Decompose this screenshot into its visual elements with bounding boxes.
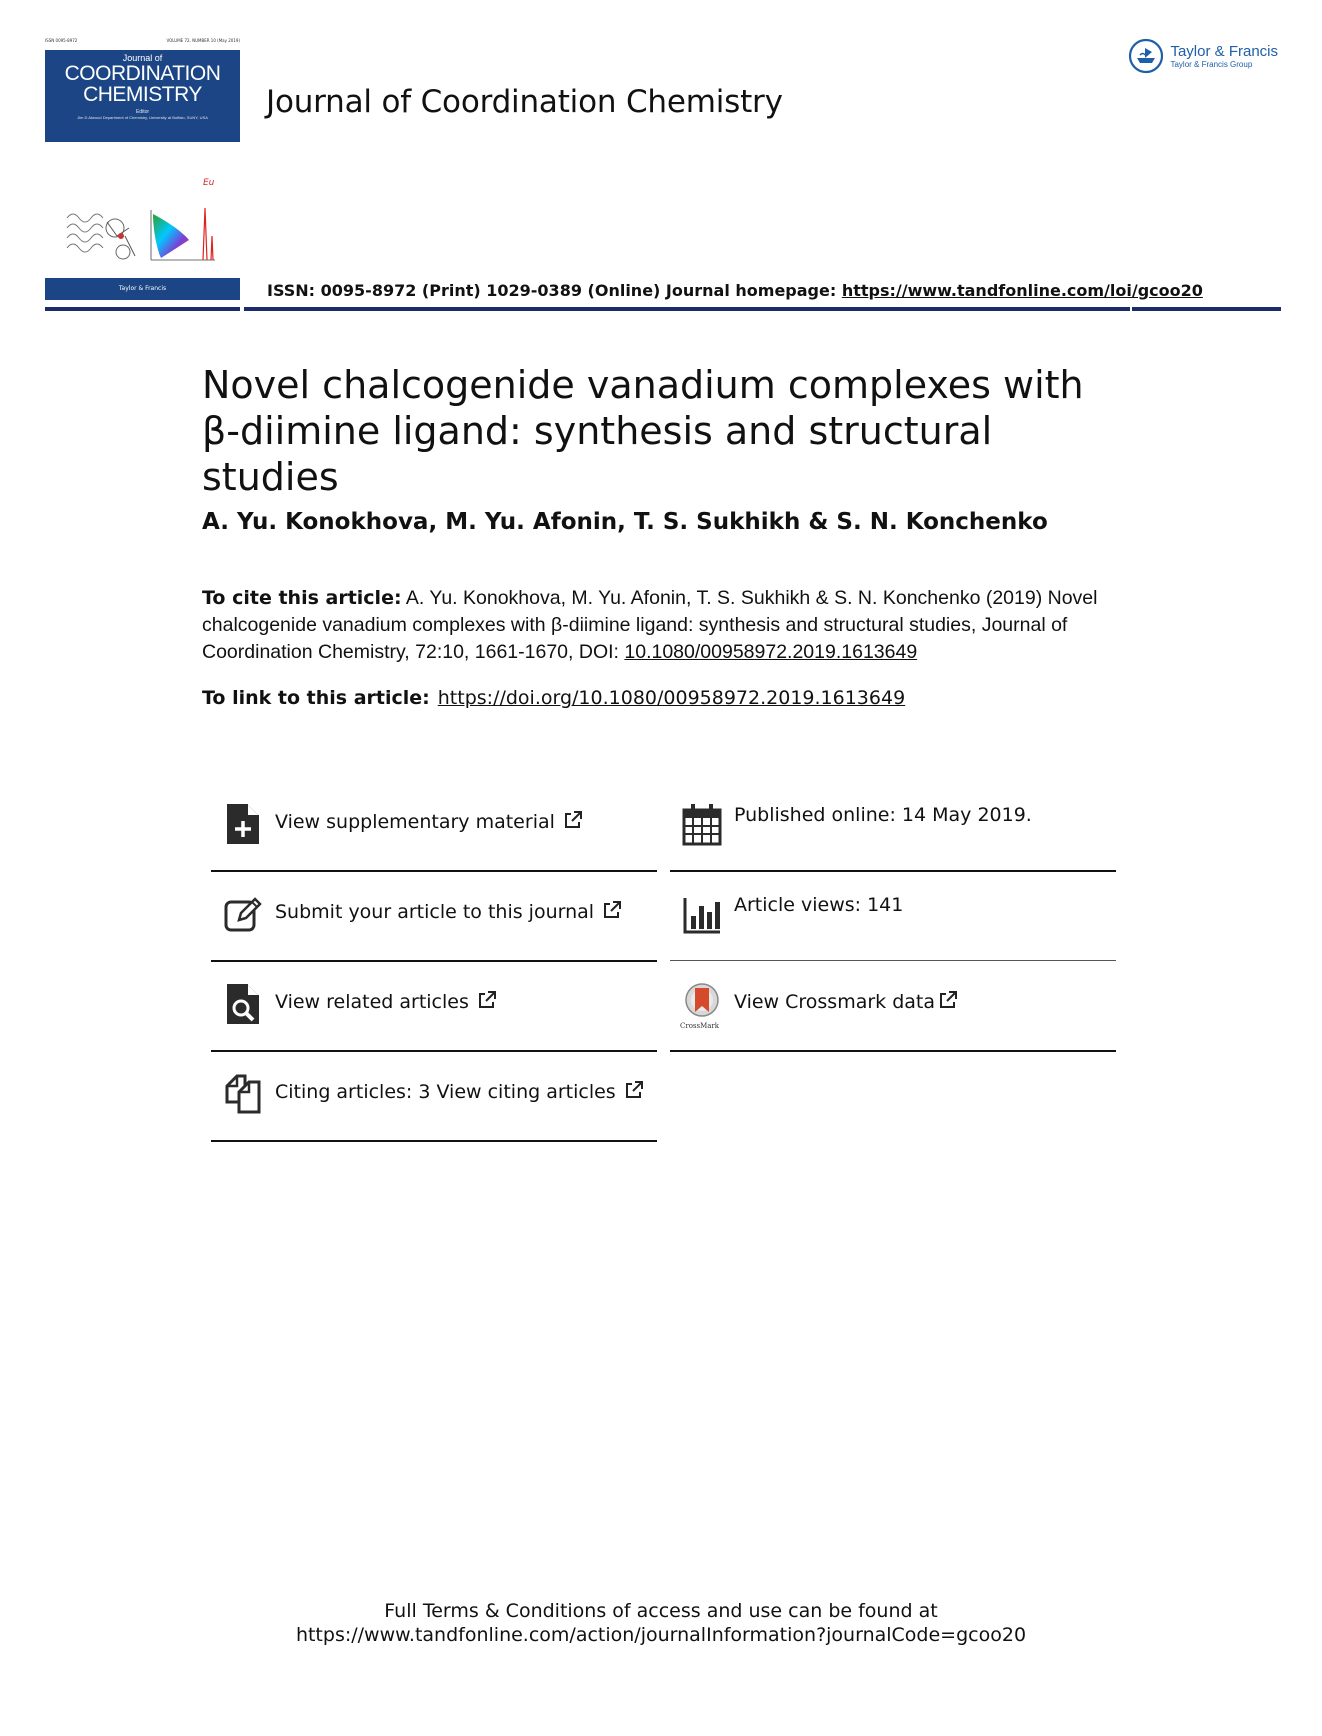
citation-text: A. Yu. Konokhova, M. Yu. Afonin, T. S. Sukhikh & S. N. Konchenko (2019) Novel chalcogenide vanadium complexes with β-diimine ligand: synthesis and structural studies, Journal of Coordination Chemistry, 72:10, 1661-1670, DOI: <box>202 587 1098 663</box>
cover-journal-of: Journal of <box>122 53 163 63</box>
cover-top-info <box>45 38 240 48</box>
crossmark-icon <box>682 982 722 1026</box>
journal-cover <box>45 38 240 300</box>
citing-documents-icon <box>223 1072 263 1116</box>
article-link-line <box>202 687 905 709</box>
edit-icon <box>223 892 263 936</box>
cover-eu-label: Eu <box>203 178 215 188</box>
cover-issn: ISSN 0095-8972 <box>45 38 78 43</box>
external-link-icon <box>563 810 583 830</box>
submit-article-label: Submit your article to this journal <box>275 901 595 923</box>
cover-footer-band <box>45 278 240 300</box>
cover-name-line1: COORDINATION <box>64 62 221 85</box>
citing-articles-link[interactable] <box>211 1052 657 1142</box>
publisher-logo[interactable] <box>1128 38 1278 74</box>
journal-homepage-link[interactable]: https://www.tandfonline.com/loi/gcoo20 <box>841 281 1203 300</box>
calendar-icon <box>682 802 722 846</box>
cover-name-line2: CHEMISTRY <box>83 83 202 106</box>
cover-artwork-icon <box>65 170 225 270</box>
citing-articles-label: Citing articles: 3 View citing articles <box>275 1081 616 1103</box>
citation-label: To cite this article: <box>202 587 402 609</box>
submit-article-link[interactable] <box>211 872 657 962</box>
article-doi-url[interactable]: https://doi.org/10.1080/00958972.2019.1613649 <box>437 687 906 709</box>
related-articles-label: View related articles <box>275 991 469 1013</box>
crossmark-label: View Crossmark data <box>734 991 936 1013</box>
cover-editor-text: Jim D Atwood Department of Chemistry, University at Buffalo, SUNY, USA <box>77 115 208 120</box>
footer-terms-url[interactable]: https://www.tandfonline.com/action/journalInformation?journalCode=gcoo20 <box>295 1624 1027 1646</box>
search-document-icon <box>223 982 263 1026</box>
cover-footer-text: Taylor & Francis <box>118 285 167 292</box>
publisher-logo-icon <box>1128 38 1164 74</box>
issn-line <box>267 281 1203 300</box>
terms-footer <box>0 1599 1322 1647</box>
published-online-info <box>670 782 1116 872</box>
publisher-group: Taylor & Francis Group <box>1170 60 1253 69</box>
header-divider <box>45 307 1281 311</box>
article-authors: A. Yu. Konokhova, M. Yu. Afonin, T. S. Sukhikh & S. N. Konchenko <box>202 509 1048 535</box>
file-plus-icon <box>223 802 263 846</box>
external-link-icon <box>938 990 958 1010</box>
external-link-icon <box>624 1080 644 1100</box>
issn-text: ISSN: 0095-8972 (Print) 1029-0389 (Online) Journal homepage: <box>267 281 842 300</box>
citation-block <box>202 585 1132 666</box>
article-title: Novel chalcogenide vanadium complexes with β-diimine ligand: synthesis and structural studies <box>202 363 1084 499</box>
article-link-label: To link to this article: <box>202 687 430 709</box>
journal-title: Journal of Coordination Chemistry <box>266 84 783 120</box>
cover-editor-label: Editor <box>135 109 150 115</box>
cover-title-band <box>45 50 240 142</box>
cover-volume: VOLUME 72, NUMBER 10 (May 2019) <box>166 38 240 43</box>
crossmark-link[interactable] <box>670 962 1116 1052</box>
external-link-icon <box>602 900 622 920</box>
published-online-text: Published online: 14 May 2019. <box>734 804 1032 826</box>
article-views-info <box>670 872 1116 961</box>
bar-chart-icon <box>682 892 722 936</box>
citation-doi-link[interactable]: 10.1080/00958972.2019.1613649 <box>624 641 918 663</box>
article-views-text: Article views: 141 <box>734 894 904 916</box>
publisher-name: Taylor & Francis <box>1170 43 1278 60</box>
supplementary-material-link[interactable] <box>211 782 657 872</box>
external-link-icon <box>477 990 497 1010</box>
supplementary-label: View supplementary material <box>275 811 555 833</box>
related-articles-link[interactable] <box>211 962 657 1052</box>
crossmark-logo-text: CrossMark <box>680 1022 720 1030</box>
footer-line1: Full Terms & Conditions of access and use can be found at <box>384 1600 938 1622</box>
